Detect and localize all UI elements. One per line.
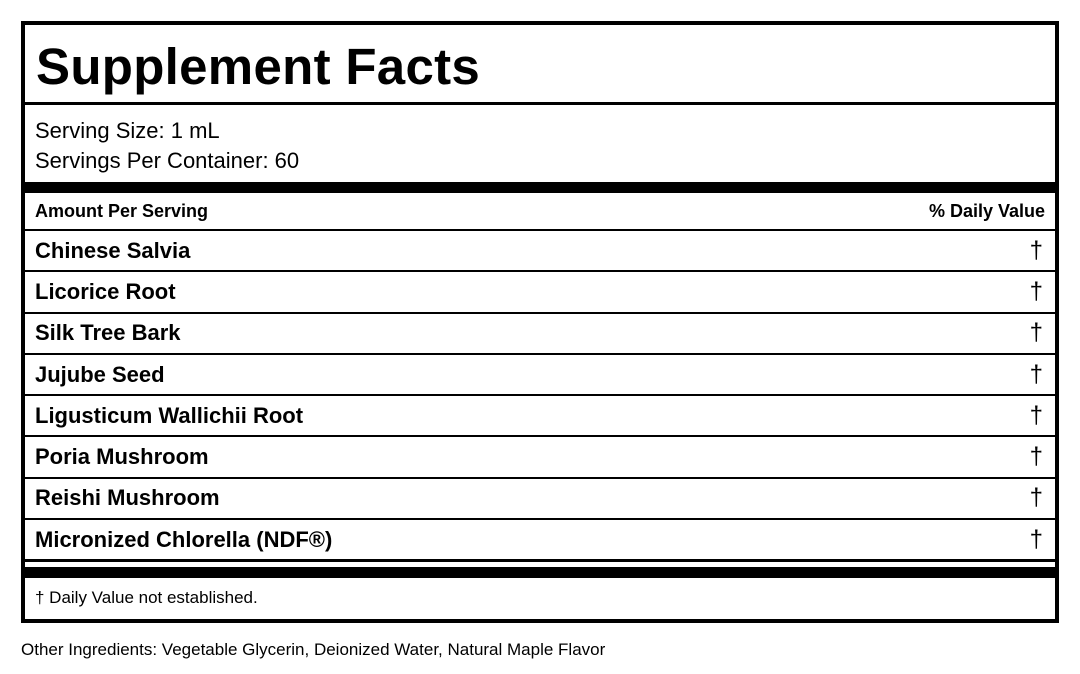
supplement-facts-panel — [21, 21, 1059, 623]
serving-size: Serving Size: 1 mL — [35, 118, 220, 143]
ingredient-row — [25, 312, 1055, 353]
ingredient-name: Micronized Chlorella (NDF®) — [35, 526, 333, 552]
column-header-row — [25, 193, 1055, 229]
daily-value-dagger: † — [1029, 360, 1043, 388]
ingredient-name: Poria Mushroom — [35, 444, 209, 470]
ingredient-row — [25, 353, 1055, 394]
ingredient-row — [25, 435, 1055, 476]
daily-value-header: % Daily Value — [928, 200, 1045, 221]
daily-value-dagger: † — [1029, 319, 1043, 347]
serving-info — [25, 105, 1055, 182]
ingredient-name: Ligusticum Wallichii Root — [35, 402, 304, 428]
daily-value-dagger: † — [1029, 525, 1043, 553]
daily-value-dagger: † — [1029, 443, 1043, 471]
ingredient-name: Silk Tree Bark — [35, 320, 181, 346]
ingredient-row — [25, 518, 1055, 559]
ingredient-row — [25, 394, 1055, 435]
servings-per-container: Servings Per Container: 60 — [35, 148, 300, 173]
daily-value-dagger: † — [1029, 401, 1043, 429]
ingredient-row — [25, 229, 1055, 270]
daily-value-dagger: † — [1029, 277, 1043, 305]
footnote: † Daily Value not established. — [35, 587, 258, 607]
thick-divider — [25, 567, 1055, 578]
ingredient-name: Jujube Seed — [35, 361, 165, 387]
ingredient-row — [25, 270, 1055, 311]
ingredient-name: Licorice Root — [35, 278, 176, 304]
amount-per-serving-header: Amount Per Serving — [35, 200, 209, 221]
panel-title: Supplement Facts — [36, 38, 481, 95]
other-ingredients: Other Ingredients: Vegetable Glycerin, Deionized Water, Natural Maple Flavor — [21, 640, 606, 659]
ingredient-name: Chinese Salvia — [35, 237, 191, 263]
daily-value-dagger: † — [1029, 236, 1043, 264]
ingredient-name: Reishi Mushroom — [35, 485, 220, 511]
thick-divider — [25, 182, 1055, 193]
daily-value-dagger: † — [1029, 484, 1043, 512]
ingredient-row — [25, 477, 1055, 518]
